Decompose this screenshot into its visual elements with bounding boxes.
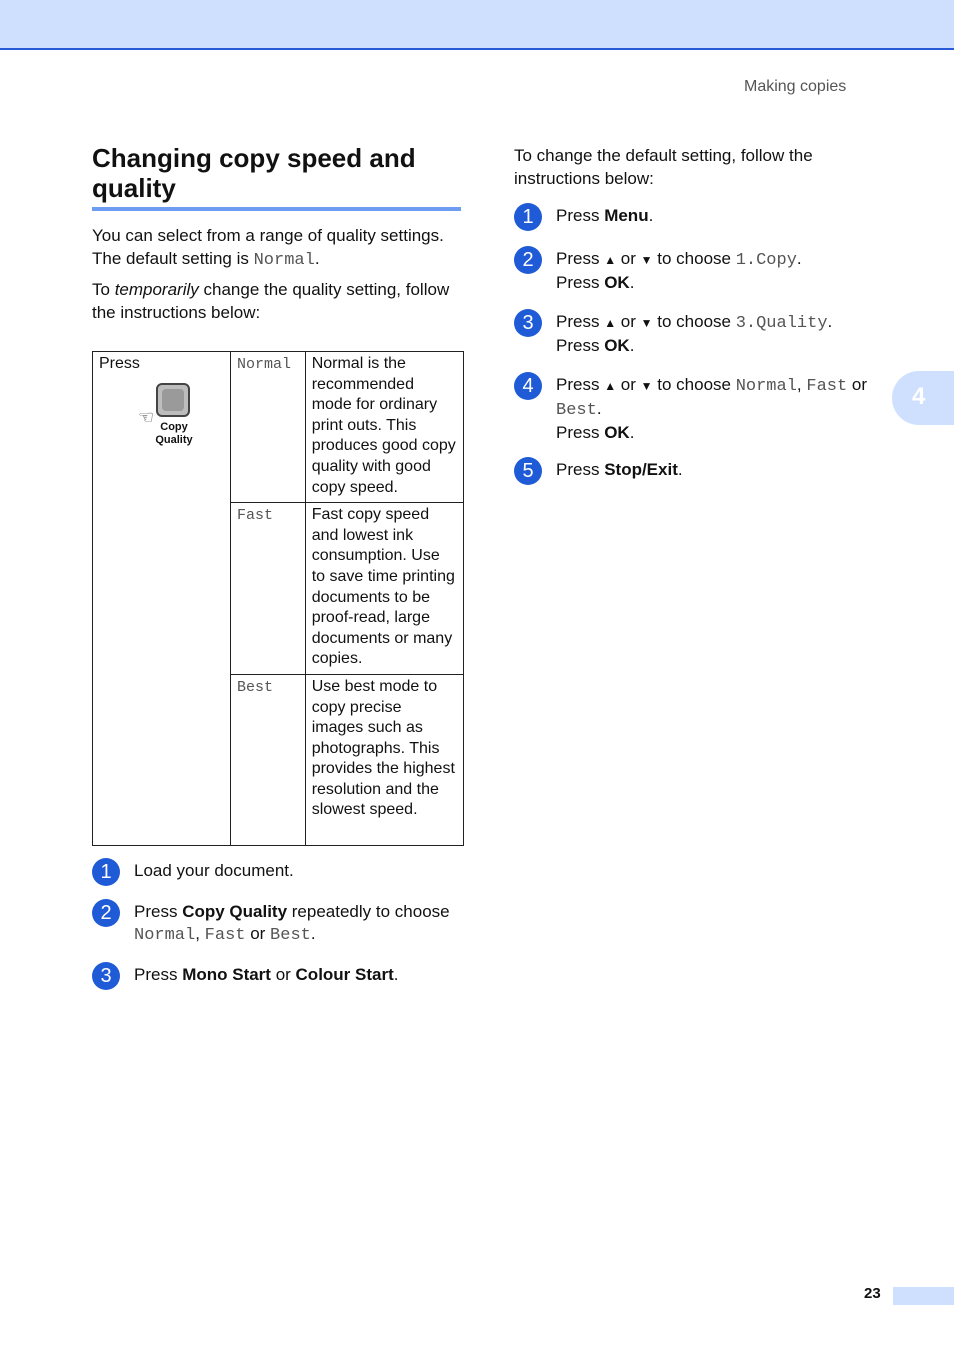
- step-number-badge: 3: [514, 309, 542, 337]
- desc-cell: Use best mode to copy precise images such as photographs. This provides the highest resolution and the slowest speed.: [305, 674, 463, 845]
- step-text-part: Press: [556, 336, 605, 355]
- instruction-paragraph: [92, 278, 462, 324]
- step-text: [556, 459, 896, 481]
- ok-key-name: OK: [604, 336, 630, 355]
- step-text: [134, 901, 474, 947]
- section-title: Changing copy speed and quality: [92, 143, 416, 203]
- mode-name: Normal: [237, 356, 292, 373]
- right-intro: To change the default setting, follow the instructions below:: [514, 146, 813, 188]
- chapter-tab: [892, 371, 954, 425]
- down-arrow-icon: ▼: [640, 316, 653, 330]
- mode-cell: [231, 674, 306, 845]
- step-text-part: Press: [556, 375, 605, 394]
- step-text-part: .: [310, 924, 316, 943]
- step-number-badge: 1: [92, 858, 120, 886]
- step-text-part: to choose: [652, 249, 736, 268]
- press-label: Press: [99, 355, 140, 372]
- step-number-badge: 3: [92, 962, 120, 990]
- pointing-hand-icon: ☜: [138, 406, 155, 427]
- step-text-part: .: [648, 206, 654, 225]
- key-label-line1: Copy: [160, 420, 188, 433]
- mode-option: Fast: [806, 377, 848, 396]
- step-text-part: or: [616, 249, 641, 268]
- mode-option: Fast: [204, 926, 246, 945]
- step-text-part: or: [245, 924, 271, 943]
- key-label-line2: Quality: [155, 433, 193, 446]
- step-text: [556, 311, 896, 357]
- step-text-part: Press: [134, 902, 183, 921]
- step-text-part: Press: [134, 965, 183, 984]
- press-cell: [93, 352, 231, 846]
- key-label: [144, 421, 204, 447]
- step-text-part: Press: [556, 312, 605, 331]
- copy-quality-key-icon: [156, 383, 190, 417]
- step-text-part: Press: [556, 273, 605, 292]
- mono-start-key-name: Mono Start: [182, 965, 271, 984]
- desc-cell: Normal is the recommended mode for ordinary print outs. This produces good copy quality with good copy speed.: [305, 352, 463, 503]
- step-text-part: Press: [556, 206, 605, 225]
- footer-bar: [893, 1287, 954, 1305]
- up-arrow-icon: ▲: [604, 379, 617, 393]
- mode-option: Normal: [134, 926, 196, 945]
- step-text-part: .: [677, 460, 683, 479]
- mode-cell: [231, 352, 306, 503]
- step-text-part: .: [827, 312, 833, 331]
- separator: ,: [796, 375, 807, 394]
- down-arrow-icon: ▼: [640, 379, 653, 393]
- top-band: [0, 0, 954, 50]
- separator: ,: [195, 924, 205, 943]
- step-text-part: or: [616, 312, 641, 331]
- menu-option: 3.Quality: [735, 314, 828, 333]
- step-text-part: .: [629, 336, 635, 355]
- step-text-part: repeatedly to choose: [287, 902, 450, 921]
- intro-paragraph: [92, 224, 462, 272]
- step-text-part: to choose: [652, 312, 736, 331]
- step-text-part: .: [596, 399, 602, 418]
- step-number-badge: 5: [514, 457, 542, 485]
- step-number-badge: 2: [92, 899, 120, 927]
- quality-modes-table: [92, 351, 464, 846]
- page-number: 23: [864, 1285, 881, 1302]
- intro-text: You can select from a range of quality settings. The default setting is: [92, 226, 444, 268]
- mode-option: Best: [556, 401, 597, 420]
- step-text-part: Press: [556, 249, 605, 268]
- mode-option: Normal: [735, 377, 797, 396]
- up-arrow-icon: ▲: [604, 253, 617, 267]
- step-number-badge: 2: [514, 246, 542, 274]
- menu-option: 1.Copy: [735, 251, 797, 270]
- desc-cell: Fast copy speed and lowest ink consumption. Use to save time printing documents to be proof-read, large documents or many copies.: [305, 503, 463, 675]
- instruction-emphasis: temporarily: [114, 280, 199, 299]
- instruction-rest: change the quality setting, follow the instructions below:: [92, 280, 450, 322]
- copy-quality-key-name: Copy Quality: [182, 902, 288, 921]
- down-arrow-icon: ▼: [640, 253, 653, 267]
- menu-key-name: Menu: [604, 206, 649, 225]
- instruction-text: To: [92, 280, 115, 299]
- mode-name: Fast: [237, 507, 274, 525]
- default-setting: Normal: [253, 251, 315, 270]
- ok-key-name: OK: [604, 423, 630, 442]
- step-text: [134, 964, 474, 986]
- title-rule: [92, 207, 461, 211]
- step-text-part: or: [270, 965, 296, 984]
- step-text-part: .: [629, 423, 635, 442]
- table-row: [93, 352, 464, 503]
- colour-start-key-name: Colour Start: [295, 965, 394, 984]
- ok-key-name: OK: [604, 273, 630, 292]
- step-number-badge: 4: [514, 372, 542, 400]
- step-text-part: .: [393, 965, 399, 984]
- step-text-part: .: [796, 249, 802, 268]
- step-text-part: Press: [556, 423, 605, 442]
- step-text-part: or: [616, 375, 641, 394]
- step-text: Load your document.: [134, 861, 294, 880]
- step-text: [556, 374, 892, 444]
- mode-name: Best: [237, 678, 274, 696]
- chapter-number: 4: [912, 383, 926, 410]
- step-text-part: or: [847, 375, 868, 394]
- step-text: [556, 205, 896, 227]
- step-text-part: to choose: [652, 375, 736, 394]
- intro-end: .: [314, 249, 320, 268]
- mode-cell: [231, 503, 306, 675]
- copy-quality-button-illustration: [124, 381, 224, 461]
- step-text-part: .: [629, 273, 635, 292]
- mode-option: Best: [270, 926, 311, 945]
- step-text-part: Press: [556, 460, 605, 479]
- stop-exit-key-name: Stop/Exit: [604, 460, 678, 479]
- step-number-badge: 1: [514, 203, 542, 231]
- step-text: [556, 248, 896, 294]
- running-header: Making copies: [744, 78, 847, 95]
- up-arrow-icon: ▲: [604, 316, 617, 330]
